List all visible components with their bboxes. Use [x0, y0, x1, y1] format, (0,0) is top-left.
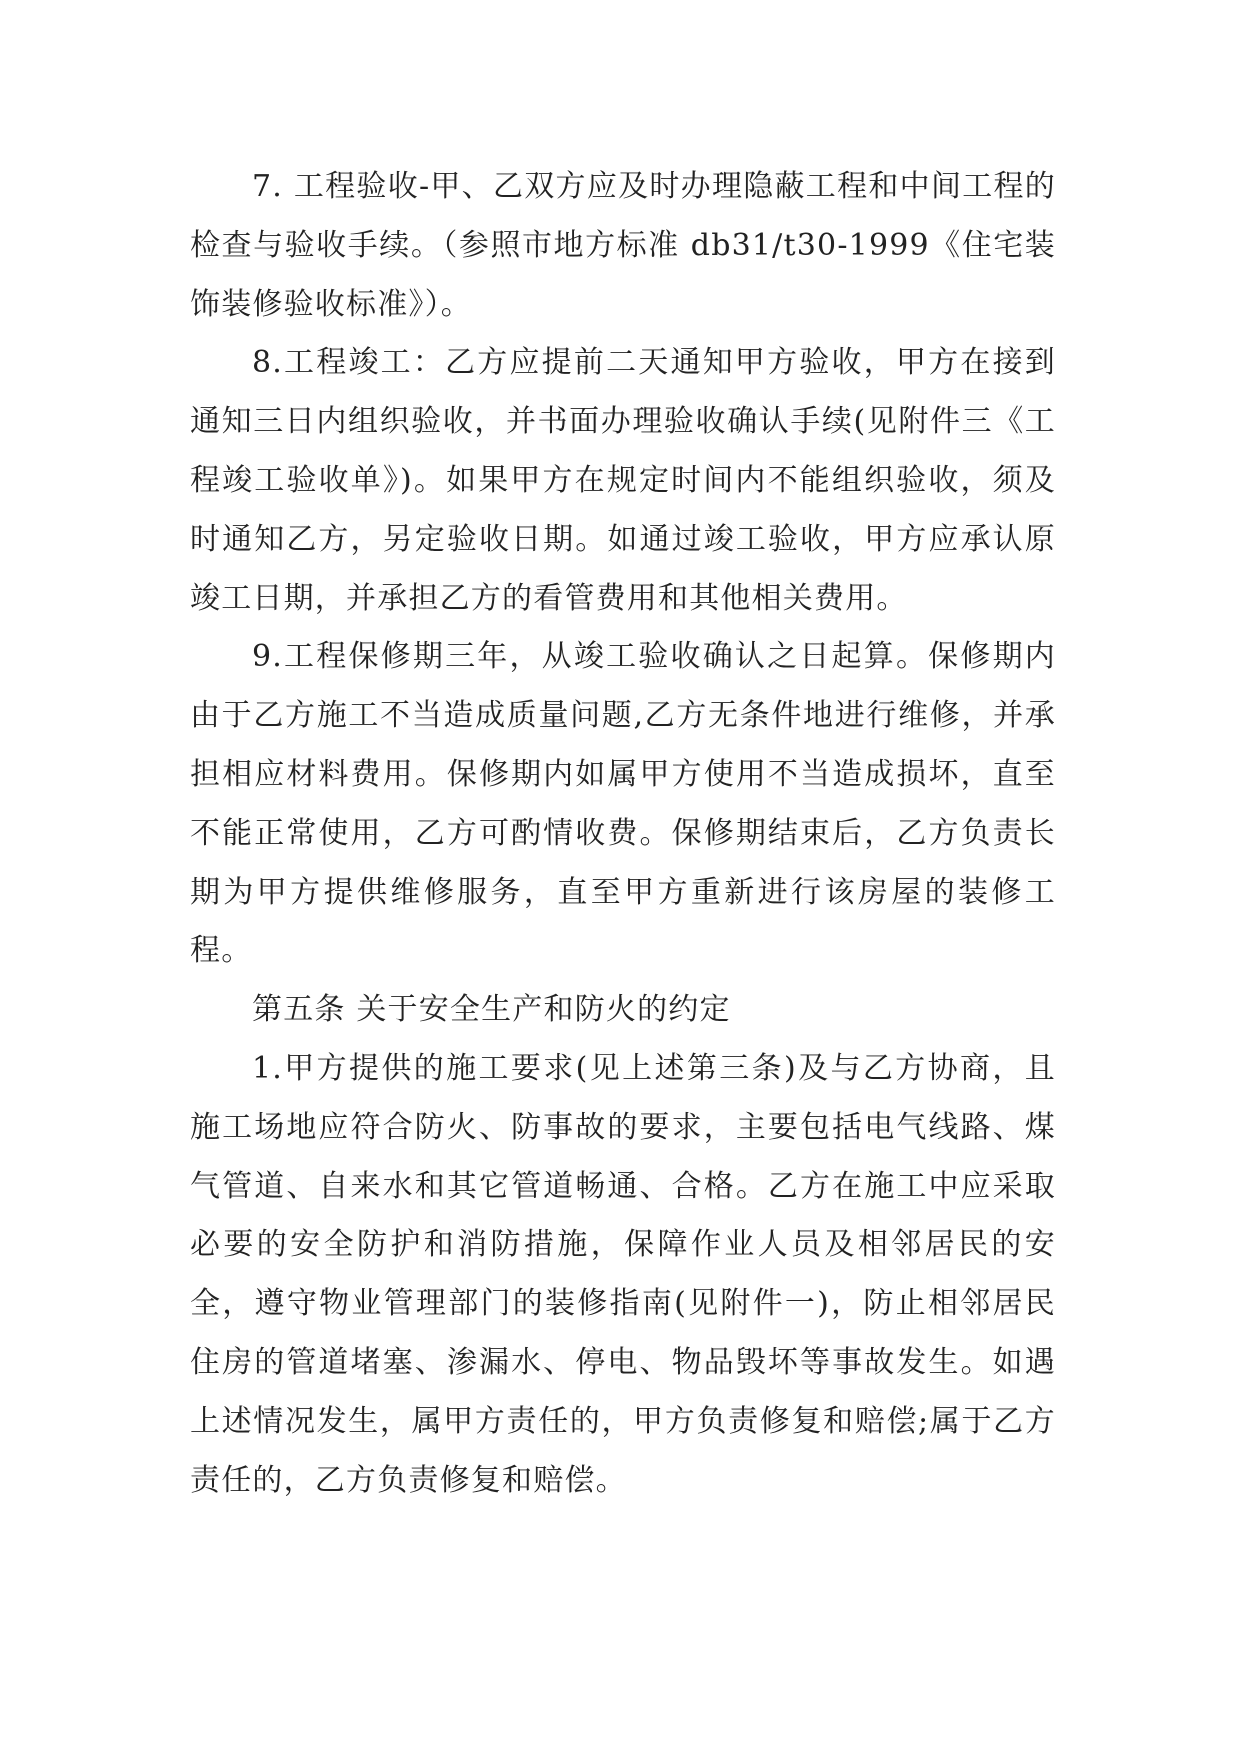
paragraph-article-5-item-1: 1.甲方提供的施工要求(见上述第三条)及与乙方协商，且施工场地应符合防火、防事故的要求，主要包括电气线路、煤气管道、自来水和其它管道畅通、合格。乙方在施工中应采取必要的安全防护和消防措施，保障作业人员及相邻居民的安全，遵守物业管理部门的装修指南(见附件一)，防止相邻居民住房的管道堵塞、渗漏水、停电、物品毁坏等事故发生。如遇上述情况发生，属甲方责任的，甲方负责修复和赔偿;属于乙方责任的，乙方负责修复和赔偿。 — [190, 1050, 1056, 1498]
paragraph-clause-8-completion: 8.工程竣工：乙方应提前二天通知甲方验收，甲方在接到通知三日内组织验收，并书面办理验收确认手续(见附件三《工程竣工验收单》)。如果甲方在规定时间内不能组织验收，须及时通知乙方，另定验收日期。如通过竣工验收，甲方应承认原竣工日期，并承担乙方的看管费用和其他相关费用。 — [190, 345, 1056, 616]
paragraph-clause-9-warranty: 9.工程保修期三年，从竣工验收确认之日起算。保修期内由于乙方施工不当造成质量问题,乙方无条件地进行维修，并承担相应材料费用。保修期内如属甲方使用不当造成损坏，直至不能正常使用，乙方可酌情收费。保修期结束后，乙方负责长期为甲方提供维修服务，直至甲方重新进行该房屋的装修工程。 — [190, 639, 1056, 969]
document-page — [190, 158, 1056, 1510]
section-heading-article-5: 第五条 关于安全生产和防火的约定 — [252, 992, 731, 1028]
paragraph-clause-7-acceptance: 7. 工程验收-甲、乙双方应及时办理隐蔽工程和中间工程的检查与验收手续。（参照市地方标准 db31/t30-1999《住宅装饰装修验收标准》）。 — [190, 169, 1056, 322]
